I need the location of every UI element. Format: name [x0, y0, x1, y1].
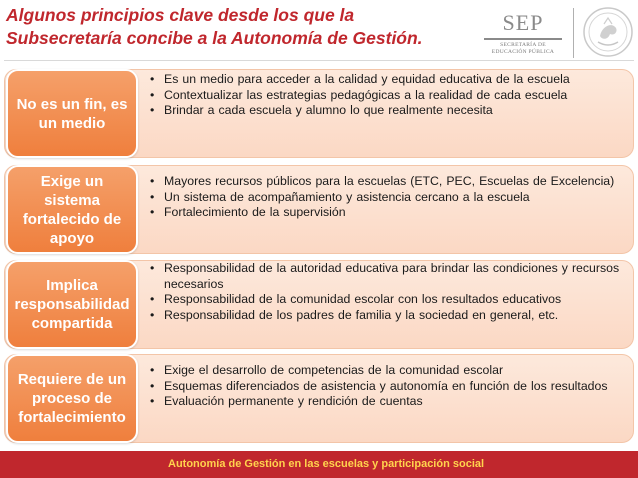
principle-row-2: [4, 165, 634, 254]
header-divider: [4, 60, 634, 61]
principle-bullet-list: [150, 261, 630, 323]
principle-label: Exige un sistema fortalecido de apoyo: [6, 165, 138, 254]
bullet-item: • Responsabilidad de la autoridad educativa para brindar las condiciones y recursos necesarios: [150, 261, 630, 292]
bullet-item: • Fortalecimiento de la supervisión: [150, 205, 630, 221]
bullet-item: • Exige el desarrollo de competencias de la comunidad escolar: [150, 363, 630, 379]
bullet-item: • Un sistema de acompañamiento y asistencia cercano a la escuela: [150, 190, 630, 206]
principle-row-1: [4, 69, 634, 158]
slide-title: [6, 4, 466, 50]
principle-bullet-list: [150, 174, 630, 221]
principle-label: No es un fin, es un medio: [6, 69, 138, 158]
bullet-item: • Responsabilidad de la comunidad escolar con los resultados educativos: [150, 292, 630, 308]
sep-logo-subtitle: [478, 42, 568, 56]
sep-logo-subtitle-line-2: EDUCACIÓN PÚBLICA: [491, 49, 555, 55]
principle-label: Implica responsabilidad compartida: [6, 260, 138, 349]
logo-divider: [573, 8, 574, 58]
coat-of-arms-seal-icon: [582, 6, 634, 58]
bullet-item: • Mayores recursos públicos para la escuelas (ETC, PEC, Escuelas de Excelencia): [150, 174, 630, 190]
principle-bullet-list: [150, 363, 630, 410]
principle-row-4: [4, 354, 634, 443]
bullet-item: • Contextualizar las estrategias pedagógicas a la realidad de cada escuela: [150, 88, 630, 104]
sep-logo-rule: [484, 38, 562, 40]
slide-title-line-2: Subsecretaría concibe a la Autonomía de Gestión.: [6, 28, 423, 48]
footer-bar: [0, 451, 638, 478]
principle-bullet-list: [150, 72, 630, 119]
principle-row-3: [4, 260, 634, 349]
bullet-item: • Evaluación permanente y rendición de cuentas: [150, 394, 630, 410]
principle-label: Requiere de un proceso de fortalecimiento: [6, 354, 138, 443]
bullet-item: • Responsabilidad de los padres de familia y la sociedad en general, etc.: [150, 308, 630, 324]
sep-logo-subtitle-line-1: SECRETARÍA DE: [500, 42, 546, 48]
bullet-item: • Es un medio para acceder a la calidad y equidad educativa de la escuela: [150, 72, 630, 88]
bullet-item: • Brindar a cada escuela y alumno lo que realmente necesita: [150, 103, 630, 119]
footer-caption: Autonomía de Gestión en las escuelas y participación social: [168, 458, 485, 470]
bullet-item: • Esquemas diferenciados de asistencia y autonomía en función de los resultados: [150, 379, 630, 395]
sep-logo-wordmark: SEP: [502, 10, 544, 35]
slide-title-line-1: Algunos principios clave desde los que la: [6, 5, 355, 25]
sep-logo: [472, 6, 636, 62]
